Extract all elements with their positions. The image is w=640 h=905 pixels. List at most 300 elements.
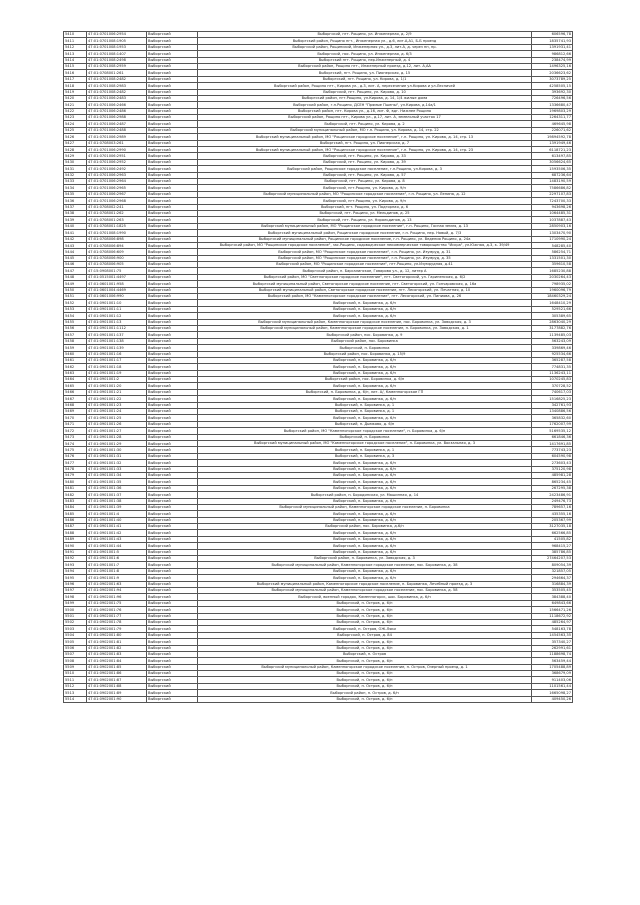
cadastral-number-cell: 47:01:0901001:9 bbox=[87, 575, 147, 581]
row-number-cell: 5466 bbox=[64, 389, 87, 395]
row-number-cell: 5476 bbox=[64, 453, 87, 459]
row-number-cell: 5449 bbox=[64, 281, 87, 287]
district-cell: Выборгский bbox=[147, 575, 198, 581]
district-cell: Выборгский bbox=[147, 178, 198, 184]
district-cell: Выборгский bbox=[147, 556, 198, 562]
cadastral-value-cell: 1483190,59 bbox=[532, 178, 573, 184]
row-number-cell: 5510 bbox=[64, 671, 87, 677]
district-cell: Выборгский bbox=[147, 658, 198, 664]
row-number-cell: 5460 bbox=[64, 351, 87, 357]
district-cell: Выборгский bbox=[147, 63, 198, 69]
address-cell: Выборгский район, Рощино пгт., Инженерная ул., д.6, лит.А,А1, Б-Б проезд bbox=[198, 38, 532, 44]
district-cell: Выборгский bbox=[147, 147, 198, 153]
address-cell: Выборгский муниципальный район, Каменногорское городское поселение, п. Боровинка bbox=[198, 504, 532, 510]
address-cell: Выборгский муниципальный район, МО "Рощинское городское поселение", г.п. Рощино, ул. Кирова, д. 14, стр. 23 bbox=[198, 147, 532, 153]
row-number-cell: 5498 bbox=[64, 594, 87, 600]
district-cell: Выборгский bbox=[147, 70, 198, 76]
district-cell: Выборгский bbox=[147, 441, 198, 447]
district-cell: Выборгский bbox=[147, 370, 198, 376]
row-number-cell: 5470 bbox=[64, 415, 87, 421]
cadastral-number-cell: 47:01:0701006:2963 bbox=[87, 172, 147, 178]
cadastral-number-cell: 47:01:0708001:263 bbox=[87, 217, 147, 223]
cadastral-number-cell: 47:01:0902001:75 bbox=[87, 600, 147, 606]
row-number-cell: 5424 bbox=[64, 121, 87, 127]
district-cell: Выборгский bbox=[147, 313, 198, 319]
cadastral-number-cell: 47:01:0901001:21 bbox=[87, 389, 147, 395]
cadastral-number-cell: 47:01:0901001:41 bbox=[87, 524, 147, 530]
cadastral-value-cell: 1665098,27 bbox=[532, 690, 573, 696]
cadastral-value-cell: 943698,26 bbox=[532, 204, 573, 210]
cadastral-value-cell: 1960096,79 bbox=[532, 287, 573, 293]
district-cell: Выборгский bbox=[147, 651, 198, 657]
cadastral-number-cell: 47:01:0902001:85 bbox=[87, 664, 147, 670]
cadastral-value-cell: 339869,46 bbox=[532, 345, 573, 351]
cadastral-number-cell: 47:01:0901001:43 bbox=[87, 536, 147, 542]
cadastral-number-cell: 47:01:0902001:82 bbox=[87, 645, 147, 651]
cadastral-number-cell: 47:01:0901001:33 bbox=[87, 466, 147, 472]
cadastral-number-cell: 47:01:0901001:138 bbox=[87, 338, 147, 344]
address-cell: Выборгский район, п. Остров, д. 6/н bbox=[198, 690, 532, 696]
address-cell: Выборгский, п. Остров, д. 6/н bbox=[198, 677, 532, 683]
cadastral-number-cell: 47:01:0901001:4 bbox=[87, 511, 147, 517]
address-cell: Выборгский, п. Боровинка, д. 6/н bbox=[198, 479, 532, 485]
row-number-cell: 5471 bbox=[64, 421, 87, 427]
address-cell: Выборгский, п. Боровинка, д. 6/н bbox=[198, 530, 532, 536]
district-cell: Выборгский bbox=[147, 38, 198, 44]
cadastral-value-cell: 2297107,83 bbox=[532, 191, 573, 197]
address-cell: Выборгский муниципальный район, Каменногорское городское поселение, пос. Боровинка, ул. Заводская, д. 3 bbox=[198, 319, 532, 325]
cadastral-number-cell: 47:01:0901001:42 bbox=[87, 530, 147, 536]
address-cell: Выборгский, п. Боровинка, д. 6/н bbox=[198, 498, 532, 504]
address-cell: Выборгский, п. Боровинка, д. 6/н bbox=[198, 460, 532, 466]
cadastral-number-cell: 47:01:0901001:20 bbox=[87, 383, 147, 389]
row-number-cell: 5508 bbox=[64, 658, 87, 664]
address-cell: Выборгский район, МО "Светлогорское городское поселение", пгт. Светогорский, ул. Гарипенская, д. 6/2 bbox=[198, 274, 532, 280]
cadastral-number-cell: 47:01:0708001:262 bbox=[87, 210, 147, 216]
row-number-cell: 5436 bbox=[64, 198, 87, 204]
address-cell: Выборгский, п. Боровинка, д. 6/н bbox=[198, 306, 532, 312]
district-cell: Выборгский bbox=[147, 568, 198, 574]
district-cell: Выборгский bbox=[147, 325, 198, 331]
district-cell: Выборгский bbox=[147, 421, 198, 427]
row-number-cell: 5463 bbox=[64, 370, 87, 376]
table-row bbox=[64, 696, 573, 702]
cadastral-value-cell: 687236,64 bbox=[532, 172, 573, 178]
district-cell: Выборгский bbox=[147, 453, 198, 459]
cadastral-value-cell: 238474,99 bbox=[532, 57, 573, 63]
district-cell: Выборгский bbox=[147, 562, 198, 568]
row-number-cell: 5483 bbox=[64, 498, 87, 504]
district-cell: Выборгский bbox=[147, 230, 198, 236]
row-number-cell: 5503 bbox=[64, 626, 87, 632]
cadastral-value-cell: 365287,58 bbox=[532, 357, 573, 363]
row-number-cell: 5429 bbox=[64, 153, 87, 159]
row-number-cell: 5505 bbox=[64, 639, 87, 645]
cadastral-number-cell: 47:01:0902001:80 bbox=[87, 632, 147, 638]
cadastral-value-cell: 6118721,23 bbox=[532, 147, 573, 153]
cadastral-value-cell: 563459,44 bbox=[532, 658, 573, 664]
address-cell: Выборгский муниципальный район, МО г.п. Рощино, ул. Кирова, д. 14, стр. 22 bbox=[198, 127, 532, 133]
cadastral-value-cell: 4258505,15 bbox=[532, 83, 573, 89]
district-cell: Выборгский bbox=[147, 460, 198, 466]
district-cell: Выборгский bbox=[147, 683, 198, 689]
cadastral-number-cell: 47:01:0901001:25 bbox=[87, 415, 147, 421]
cadastral-value-cell: 911403,06 bbox=[532, 677, 573, 683]
address-cell: Выборгский, п. Боровинка, д. 6/н bbox=[198, 383, 532, 389]
address-cell: Выборгский, п. Боровинка, д. 6/н bbox=[198, 472, 532, 478]
cadastral-value-cell: 548285,40 bbox=[532, 242, 573, 248]
cadastral-number-cell: 47:01:0701006:2954 bbox=[87, 32, 147, 38]
address-cell: Выборгский район, Рощино пгт., Кирова ул., д.17, лит. А, земельный участок 17 bbox=[198, 115, 532, 121]
address-cell: Выборгский муниципальный район, МО "Каменногорское городское поселение", п. Боровинка, ул. Вокзальная, д. 3 bbox=[198, 441, 532, 447]
cadastral-value-cell: 249476,73 bbox=[532, 498, 573, 504]
district-cell: Выборгский bbox=[147, 191, 198, 197]
row-number-cell: 5435 bbox=[64, 191, 87, 197]
district-cell: Выборгский bbox=[147, 677, 198, 683]
address-cell: Выборгский, п. Боровинка bbox=[198, 434, 532, 440]
cadastral-number-cell: 47:01:0701006:2492 bbox=[87, 166, 147, 172]
cadastral-value-cell: 1336680,47 bbox=[532, 102, 573, 108]
cadastral-value-cell: 925534,66 bbox=[532, 351, 573, 357]
address-cell: Выборгский район, Рощинский, Инженерная ул., д.3, лит.А, д. через пп, пр. bbox=[198, 44, 532, 50]
cadastral-number-cell: 47:01:0708002:241 bbox=[87, 204, 147, 210]
cadastral-value-cell: 1264311,77 bbox=[532, 115, 573, 121]
cadastral-value-cell: 1454563,35 bbox=[532, 632, 573, 638]
cadastral-value-cell: 1710990,24 bbox=[532, 236, 573, 242]
cadastral-value-cell: 469645,98 bbox=[532, 121, 573, 127]
address-cell: Выборгский, п. Остров, д. 6/н bbox=[198, 671, 532, 677]
row-number-cell: 5450 bbox=[64, 287, 87, 293]
district-cell: Выборгский bbox=[147, 249, 198, 255]
address-cell: Выборгский, п. Боровинка, д. 6/н bbox=[198, 549, 532, 555]
row-number-cell: 5431 bbox=[64, 166, 87, 172]
cadastral-value-cell: 809054,39 bbox=[532, 562, 573, 568]
address-cell: Выборгский район, Рощинское городское поселение, г.п.Рощино, ул.Кирова, д. 3 bbox=[198, 166, 532, 172]
district-cell: Выборгский bbox=[147, 294, 198, 300]
cadastral-value-cell: 370728,52 bbox=[532, 383, 573, 389]
address-cell: Выборгский, п. Остров, д. 6/н bbox=[198, 639, 532, 645]
district-cell: Выборгский bbox=[147, 115, 198, 121]
cadastral-value-cell: 41505,82 bbox=[532, 536, 573, 542]
district-cell: Выборгский bbox=[147, 600, 198, 606]
cadastral-value-cell: 613497,85 bbox=[532, 153, 573, 159]
address-cell: Выборгский, пгт. Рощино, ул. Кирова, д. 1/1 bbox=[198, 76, 532, 82]
cadastral-number-cell: 47:01:0901001:36 bbox=[87, 485, 147, 491]
district-cell: Выборгский bbox=[147, 492, 198, 498]
row-number-cell: 5426 bbox=[64, 134, 87, 140]
address-cell: Выборгский, военный городок, Каменногорск, шос. Боровинка, д. 6/н bbox=[198, 594, 532, 600]
cadastral-value-cell: 27464207,53 bbox=[532, 556, 573, 562]
address-cell: Выборгский, п. Боровинка, д. 6/н bbox=[198, 536, 532, 542]
row-number-cell: 5425 bbox=[64, 127, 87, 133]
row-number-cell: 5514 bbox=[64, 696, 87, 702]
address-cell: Выборгский, п. Боровинка, д. 6/н bbox=[198, 300, 532, 306]
row-number-cell: 5412 bbox=[64, 44, 87, 50]
row-number-cell: 5457 bbox=[64, 332, 87, 338]
row-number-cell: 5468 bbox=[64, 402, 87, 408]
address-cell: Выборгский, пгт. Рощино, ул. Кирова, д. 8 bbox=[198, 178, 532, 184]
district-cell: Выборгский bbox=[147, 632, 198, 638]
district-cell: Выборгский bbox=[147, 236, 198, 242]
cadastral-number-cell: 47:01:0901001:139 bbox=[87, 345, 147, 351]
district-cell: Выборгский bbox=[147, 351, 198, 357]
district-cell: Выборгский bbox=[147, 140, 198, 146]
address-cell: Выборгский, п. Остров, д. 6/н bbox=[198, 658, 532, 664]
district-cell: Выборгский bbox=[147, 102, 198, 108]
address-cell: Выборгский, п. Боровинка, д. 1 bbox=[198, 409, 532, 415]
district-cell: Выборгский bbox=[147, 357, 198, 363]
address-cell: Выборгский район, МО "Рощинское городское поселение", г.п. Рощино, ул. Изумруд, д. 31 bbox=[198, 249, 532, 255]
cadastral-value-cell: 485264,97 bbox=[532, 619, 573, 625]
cadastral-number-cell: 47:01:0902001:79 bbox=[87, 626, 147, 632]
address-cell: Выборгский, п. Боровинка, д. 6/н bbox=[198, 568, 532, 574]
cadastral-number-cell: 47:01:0701008:2498 bbox=[87, 57, 147, 63]
district-cell: Выборгский bbox=[147, 57, 198, 63]
district-cell: Выборгский bbox=[147, 83, 198, 89]
district-cell: Выборгский bbox=[147, 524, 198, 530]
address-cell: Выборгский, п. Боровинка, д. 6/н bbox=[198, 517, 532, 523]
address-cell: Выборгский, п. Остров, д. 6/н bbox=[198, 613, 532, 619]
row-number-cell: 5433 bbox=[64, 178, 87, 184]
row-number-cell: 5432 bbox=[64, 172, 87, 178]
district-cell: Выборгский bbox=[147, 396, 198, 402]
cadastral-number-cell: 47:01:0701008:1990 bbox=[87, 230, 147, 236]
cadastral-number-cell: 47:01:0901001:16 bbox=[87, 351, 147, 357]
address-cell: Выборгский, пгт. Рощино, ул. Подгорная, д. 6 bbox=[198, 204, 532, 210]
cadastral-value-cell: 409450,26 bbox=[532, 696, 573, 702]
cadastral-value-cell: 726496,56 bbox=[532, 95, 573, 101]
row-number-cell: 5453 bbox=[64, 306, 87, 312]
cadastral-value-cell: 267295,38 bbox=[532, 485, 573, 491]
district-cell: Выборгский bbox=[147, 89, 198, 95]
row-number-cell: 5430 bbox=[64, 159, 87, 165]
address-cell: Выборгский, пгт. Рощино, ул. Пионерская, д. 7 bbox=[198, 140, 532, 146]
address-cell: Выборгский, п. Боровинка, д. 6/н bbox=[198, 511, 532, 517]
cadastral-value-cell: 529521,66 bbox=[532, 306, 573, 312]
cadastral-value-cell: 18460329,24 bbox=[532, 294, 573, 300]
row-number-cell: 5492 bbox=[64, 556, 87, 562]
cadastral-number-cell: 47:01:0901001:10 bbox=[87, 300, 147, 306]
cadastral-number-cell: 47:01:0901001:27 bbox=[87, 428, 147, 434]
address-cell: Выборгский район, МО "Рощинское городское поселение", пгт.Рощино, ул.Изумрудная, д.41 bbox=[198, 262, 532, 268]
cadastral-value-cell: 385786,85 bbox=[532, 549, 573, 555]
address-cell: Выборгский район, МО "Рощинское городское поселение", г.п. Рощино, ул. Изумруд, д. 35 bbox=[198, 255, 532, 261]
cadastral-number-cell: 47:01:0601006:990 bbox=[87, 294, 147, 300]
row-number-cell: 5512 bbox=[64, 683, 87, 689]
cadastral-value-cell: 1064485,31 bbox=[532, 210, 573, 216]
cadastral-number-cell: 47:01:0701006:2989 bbox=[87, 134, 147, 140]
district-cell: Выборгский bbox=[147, 479, 198, 485]
row-number-cell: 5495 bbox=[64, 575, 87, 581]
cadastral-value-cell: 662566,85 bbox=[532, 530, 573, 536]
cadastral-number-cell: 47:01:0708006:894 bbox=[87, 242, 147, 248]
address-cell: Выборгский муниципальный район, Каменногорское городское поселение, пос. Боровинка, д. 58 bbox=[198, 587, 532, 593]
cadastral-value-cell: 789657,16 bbox=[532, 504, 573, 510]
cadastral-value-cell: 1391931,41 bbox=[532, 44, 573, 50]
cadastral-value-cell: 2850903,16 bbox=[532, 223, 573, 229]
district-cell: Выборгский bbox=[147, 287, 198, 293]
cadastral-number-cell: 47:01:0701006:2952 bbox=[87, 159, 147, 165]
address-cell: Выборгский, пгт.Рощино, ул. Кирова, д. 9/н bbox=[198, 185, 532, 191]
row-number-cell: 5491 bbox=[64, 549, 87, 555]
row-number-cell: 5410 bbox=[64, 32, 87, 38]
cadastral-value-cell: 353505,45 bbox=[532, 587, 573, 593]
cadastral-number-cell: 47:01:0901001:24 bbox=[87, 409, 147, 415]
cadastral-value-cell: 661846,36 bbox=[532, 434, 573, 440]
address-cell: Выборгский муниципальный район, МО "Рощинское городское поселение", г.п. Рощино, ул. Кирова, д. 14, стр. 13 bbox=[198, 134, 532, 140]
address-cell: Выборгский, пос. Рощино, ул. Инженерная, д. 6/3 bbox=[198, 51, 532, 57]
cadastral-value-cell: 865234,45 bbox=[532, 479, 573, 485]
address-cell: Выборгский, п. Остров, д. 6/н bbox=[198, 696, 532, 702]
district-cell: Выборгский bbox=[147, 153, 198, 159]
address-cell: Выборгский, пгт.Рощино, ул. Кирова, д. 9/н bbox=[198, 198, 532, 204]
cadastral-value-cell: 435355,16 bbox=[532, 511, 573, 517]
row-number-cell: 5441 bbox=[64, 230, 87, 236]
row-number-cell: 5462 bbox=[64, 364, 87, 370]
cadastral-number-cell: 47:01:0901001:23 bbox=[87, 402, 147, 408]
address-cell: Выборгский, п. Остров, д. 84 bbox=[198, 632, 532, 638]
registry-sheet bbox=[63, 31, 573, 703]
row-number-cell: 5500 bbox=[64, 607, 87, 613]
cadastral-value-cell: 1417691,85 bbox=[532, 441, 573, 447]
district-cell: Выборгский bbox=[147, 223, 198, 229]
row-number-cell: 5447 bbox=[64, 268, 87, 274]
cadastral-number-cell: 47:01:0708001:261 bbox=[87, 70, 147, 76]
address-cell: Выборгский, п. Боровинка, д. 6/н bbox=[198, 396, 532, 402]
row-number-cell: 5458 bbox=[64, 338, 87, 344]
cadastral-value-cell: 1762007,99 bbox=[532, 421, 573, 427]
cadastral-value-cell: 2863040,29 bbox=[532, 319, 573, 325]
row-number-cell: 5477 bbox=[64, 460, 87, 466]
row-number-cell: 5422 bbox=[64, 108, 87, 114]
address-cell: Выборгский, пгт. Рощино, ул. Кирова, д. 10 bbox=[198, 89, 532, 95]
cadastral-value-cell: 1101561,44 bbox=[532, 683, 573, 689]
cadastral-value-cell: 563243,09 bbox=[532, 338, 573, 344]
address-cell: Выборгский район, Рощино пгт., Инженерный проезд, д.12, лит. А,АА bbox=[198, 63, 532, 69]
cadastral-value-cell: 1566471,26 bbox=[532, 607, 573, 613]
row-number-cell: 5427 bbox=[64, 140, 87, 146]
district-cell: Выборгский bbox=[147, 172, 198, 178]
cadastral-number-cell: 47:01:0901001:44 bbox=[87, 543, 147, 549]
cadastral-value-cell: 368679,09 bbox=[532, 671, 573, 677]
row-number-cell: 5501 bbox=[64, 613, 87, 619]
district-cell: Выборгский bbox=[147, 696, 198, 702]
address-cell: Выборгский, п. Боровинка, д. 3 bbox=[198, 453, 532, 459]
cadastral-number-cell: 47:01:0902001:76 bbox=[87, 607, 147, 613]
address-cell: Выборгский, пгт. Рощино, ул. Норольдинов, д. 13 bbox=[198, 217, 532, 223]
cadastral-value-cell: 548163,78 bbox=[532, 626, 573, 632]
district-cell: Выборгский bbox=[147, 645, 198, 651]
cadastral-number-cell: 47:01:0708001:1825 bbox=[87, 223, 147, 229]
cadastral-number-cell: 47:01:0902001:78 bbox=[87, 619, 147, 625]
row-number-cell: 5438 bbox=[64, 210, 87, 216]
cadastral-value-cell: 273603,43 bbox=[532, 460, 573, 466]
cadastral-number-cell: 47:01:0901001:13 bbox=[87, 319, 147, 325]
cadastral-number-cell: 47:01:0901001:17 bbox=[87, 357, 147, 363]
cadastral-number-cell: 47:01:0901001:2 bbox=[87, 377, 147, 383]
district-cell: Выборгский bbox=[147, 306, 198, 312]
cadastral-value-cell: 1593506,35 bbox=[532, 166, 573, 172]
cadastral-value-cell: 3127035,18 bbox=[532, 524, 573, 530]
cadastral-number-cell: 47:01:0701008:2959 bbox=[87, 63, 147, 69]
address-cell: Выборгский муниципальный район, Каменногорское городское поселение, п. Боровинка, Лечебный проезд, д. 3 bbox=[198, 581, 532, 587]
cadastral-number-cell: 47:01:0902001:88 bbox=[87, 683, 147, 689]
row-number-cell: 5486 bbox=[64, 517, 87, 523]
row-number-cell: 5493 bbox=[64, 562, 87, 568]
row-number-cell: 5497 bbox=[64, 587, 87, 593]
address-cell: Выборгский пгт. Рощино, пер.Инженерный, д. 4 bbox=[198, 57, 532, 63]
cadastral-value-cell: 1969803,29 bbox=[532, 108, 573, 114]
cadastral-value-cell: 1139485,03 bbox=[532, 332, 573, 338]
row-number-cell: 5499 bbox=[64, 600, 87, 606]
district-cell: Выборгский bbox=[147, 262, 198, 268]
row-number-cell: 5439 bbox=[64, 217, 87, 223]
cadastral-value-cell: 485981,28 bbox=[532, 472, 573, 478]
district-cell: Выборгский bbox=[147, 134, 198, 140]
district-cell: Выборгский bbox=[147, 664, 198, 670]
cadastral-number-cell: 47:01:0701006:2466 bbox=[87, 102, 147, 108]
row-number-cell: 5502 bbox=[64, 619, 87, 625]
address-cell: Выборгский, п. Боровинка, д. 6/н bbox=[198, 415, 532, 421]
row-number-cell: 5459 bbox=[64, 345, 87, 351]
cadastral-number-cell: 47:01:0902001:63 bbox=[87, 581, 147, 587]
district-cell: Выборгский bbox=[147, 121, 198, 127]
district-cell: Выборгский bbox=[147, 619, 198, 625]
district-cell: Выборгский bbox=[147, 217, 198, 223]
cadastral-value-cell: 1685230,88 bbox=[532, 268, 573, 274]
address-cell: Выборгский, пгт. Рощино, ул. Кирова, д. 2 bbox=[198, 121, 532, 127]
cadastral-number-cell: 47:01:0701006:2990 bbox=[87, 147, 147, 153]
address-cell: Выборгский район, пос. Боровинка, д. 15/9 bbox=[198, 351, 532, 357]
district-cell: Выборгский bbox=[147, 274, 198, 280]
row-number-cell: 5513 bbox=[64, 690, 87, 696]
district-cell: Выборгский bbox=[147, 32, 198, 38]
cadastral-value-cell: 1070245,83 bbox=[532, 377, 573, 383]
district-cell: Выборгский bbox=[147, 44, 198, 50]
row-number-cell: 5417 bbox=[64, 76, 87, 82]
district-cell: Выборгский bbox=[147, 447, 198, 453]
row-number-cell: 5481 bbox=[64, 485, 87, 491]
cadastral-number-cell: 47:01:0902001:94 bbox=[87, 587, 147, 593]
cadastral-number-cell: 47:01:0708006:900 bbox=[87, 255, 147, 261]
cadastral-value-cell: 365832,60 bbox=[532, 415, 573, 421]
address-cell: Выборгский муниципальный район, Светогорское городское поселение, пгт. Лесогорский, ул. Печатная, д. 10 bbox=[198, 287, 532, 293]
cadastral-value-cell: 774831,35 bbox=[532, 364, 573, 370]
cadastral-value-cell: 986812,66 bbox=[532, 51, 573, 57]
row-number-cell: 5420 bbox=[64, 95, 87, 101]
district-cell: Выборгский bbox=[147, 517, 198, 523]
district-cell: Выборгский bbox=[147, 95, 198, 101]
district-cell: Выборгский bbox=[147, 498, 198, 504]
cadastral-number-cell: 47:01:0515001:4497 bbox=[87, 274, 147, 280]
address-cell: Выборгский район, Рощино пгт., Кирова ул., д.3, лит. А, пересечение ул.Кирова и ул.Лесничей bbox=[198, 83, 532, 89]
row-number-cell: 5472 bbox=[64, 428, 87, 434]
address-cell: Выборгский, п. Боровинка, д. 1 bbox=[198, 402, 532, 408]
row-number-cell: 5445 bbox=[64, 255, 87, 261]
cadastral-number-cell: 47:01:0901001:39 bbox=[87, 504, 147, 510]
cadastral-value-table bbox=[63, 31, 573, 703]
cadastral-number-cell: 47:01:0701006:2988 bbox=[87, 115, 147, 121]
district-cell: Выборгский bbox=[147, 415, 198, 421]
cadastral-value-cell: 205367,99 bbox=[532, 517, 573, 523]
address-cell: Выборгский район, МО "Каменногорское городское поселение", п. Боровинка, д. 6/н bbox=[198, 428, 532, 434]
cadastral-value-cell: 773743,23 bbox=[532, 447, 573, 453]
district-cell: Выборгский bbox=[147, 581, 198, 587]
cadastral-number-cell: 47:01:0708006:905 bbox=[87, 262, 147, 268]
district-cell: Выборгский bbox=[147, 255, 198, 261]
address-cell: Выборгский район, пос. Боровинка, д. 6/н bbox=[198, 377, 532, 383]
row-number-cell: 5490 bbox=[64, 543, 87, 549]
